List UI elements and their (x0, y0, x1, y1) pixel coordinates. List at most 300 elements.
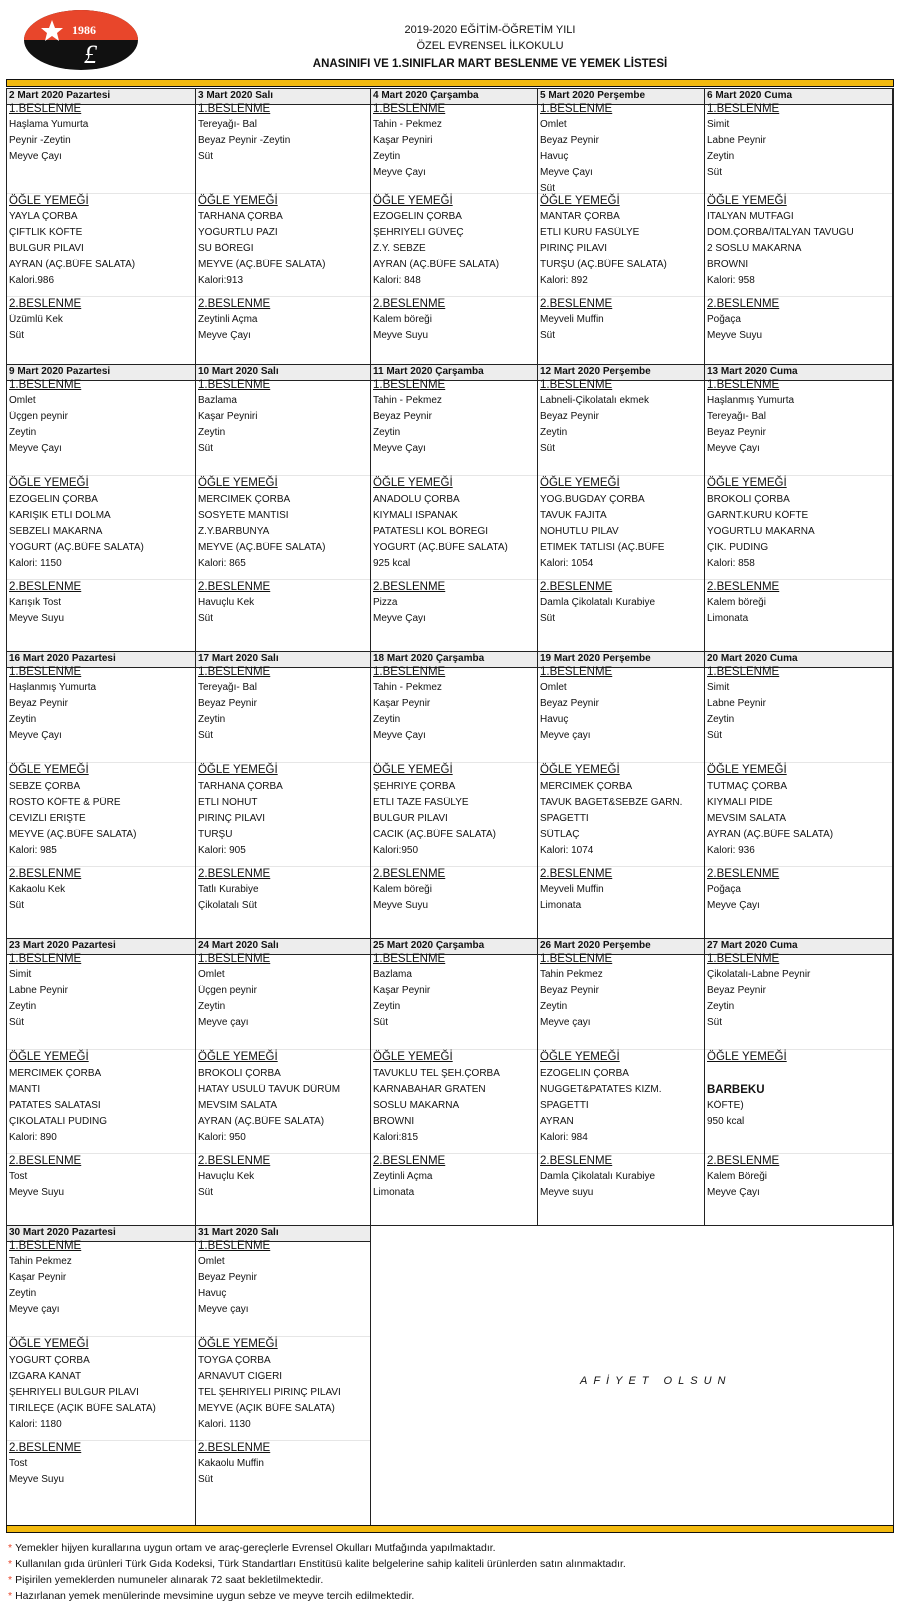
day-date: 19 Mart 2020 Perşembe (540, 653, 651, 664)
section-label-b1: 1.BESLENME (540, 379, 613, 391)
menu-item: Kalem böreği (373, 314, 432, 325)
menu-item: Kakaolu Kek (9, 884, 66, 895)
note-line (8, 1590, 888, 1606)
menu-item: Süt (707, 167, 723, 178)
menu-item: Zeytin (540, 1001, 568, 1012)
menu-item: Kalori: 936 (707, 845, 755, 856)
day-column (196, 1226, 371, 1526)
school-logo (22, 8, 140, 72)
section-divider (7, 475, 195, 476)
section-divider (196, 1336, 370, 1337)
section-divider (7, 1336, 195, 1337)
section-divider (705, 1153, 892, 1154)
menu-item: Zeytin (9, 714, 37, 725)
menu-table (6, 88, 894, 1525)
menu-item: MEVSİM SALATA (198, 1100, 278, 1111)
menu-item: ÇİK. PUDİNG (707, 542, 769, 553)
asterisk-icon: * (8, 1558, 13, 1570)
menu-item: BULGUR PİLAVI (373, 813, 448, 824)
menu-item: MEYVE (AÇ.BÜFE SALATA) (9, 829, 137, 840)
day-date: 16 Mart 2020 Pazartesi (9, 653, 116, 664)
section-label-ogle: ÖĞLE YEMEĞİ (707, 477, 787, 489)
menu-item: MEVSİM SALATA (707, 813, 787, 824)
menu-item: Beyaz Peynir -Zeytin (198, 135, 291, 146)
week-block (7, 364, 893, 652)
menu-item: Kakaolu Muffin (198, 1458, 264, 1469)
menu-item: ETLİ NOHUT (198, 797, 258, 808)
section-label-ogle: ÖĞLE YEMEĞİ (373, 195, 453, 207)
menu-item: Zeytin (707, 1001, 735, 1012)
section-divider (7, 1153, 195, 1154)
section-divider (196, 1440, 370, 1441)
menu-item: Kalori: 984 (540, 1132, 588, 1143)
menu-item: BROWNI (373, 1116, 415, 1127)
menu-item: Kaşar Peyniri (198, 411, 258, 422)
section-label-b1: 1.BESLENME (707, 666, 780, 678)
week-block (7, 651, 893, 939)
logo-emblem (22, 8, 140, 72)
section-label-b1: 1.BESLENME (9, 953, 82, 965)
menu-item: Süt (373, 1017, 389, 1028)
section-label-b1: 1.BESLENME (198, 103, 271, 115)
menu-item: ETLİ TAZE FASÜLYE (373, 797, 469, 808)
day-date: 31 Mart 2020 Salı (198, 1227, 279, 1238)
menu-item: Kaşar Peynir (373, 985, 431, 996)
menu-item: Meyve Çayı (198, 330, 251, 341)
note-line (8, 1558, 888, 1574)
section-divider (371, 579, 537, 580)
menu-item: Zeytin (9, 1288, 37, 1299)
menu-item: Tahin - Pekmez (373, 119, 442, 130)
menu-item: Meyve Suyu (9, 1187, 65, 1198)
section-divider (196, 475, 370, 476)
day-column (7, 89, 196, 365)
menu-item: Meyve Çayı (373, 167, 426, 178)
menu-item: Kaşar Peynir (373, 698, 431, 709)
day-column (538, 939, 705, 1226)
menu-item: Üzümlü Kek (9, 314, 63, 325)
section-divider (7, 1440, 195, 1441)
section-divider (538, 579, 704, 580)
menu-item: Tahin - Pekmez (373, 682, 442, 693)
section-label-b1: 1.BESLENME (540, 666, 613, 678)
section-divider (705, 193, 892, 194)
section-label-b1: 1.BESLENME (707, 379, 780, 391)
menu-item: SÜTLAÇ (540, 829, 580, 840)
day-column (705, 652, 893, 939)
top-yellow-bar (6, 79, 894, 87)
section-label-b2: 2.BESLENME (707, 298, 780, 310)
menu-item: Beyaz Peynir (198, 698, 257, 709)
section-label-b2: 2.BESLENME (707, 868, 780, 880)
menu-item: YOĞURT (AÇ.BÜFE SALATA) (9, 542, 144, 553)
menu-item: Süt (707, 730, 723, 741)
section-divider (705, 296, 892, 297)
section-label-b1: 1.BESLENME (9, 1240, 82, 1252)
day-date: 17 Mart 2020 Salı (198, 653, 279, 664)
section-label-b2: 2.BESLENME (373, 298, 446, 310)
menu-item: MEYVE (AÇ.BÜFE SALATA) (198, 259, 326, 270)
menu-item: SEBZE ÇORBA (9, 781, 81, 792)
section-label-b2: 2.BESLENME (373, 1155, 446, 1167)
menu-item: 950 kcal (707, 1116, 745, 1127)
note-text: Pişirilen yemeklerden numuneler alınarak 72 saat bekletilmektedir. (15, 1574, 324, 1586)
section-label-ogle: ÖĞLE YEMEĞİ (198, 1338, 278, 1350)
menu-item: ŞEHRİYE ÇORBA (373, 781, 456, 792)
day-date: 23 Mart 2020 Pazartesi (9, 940, 116, 951)
menu-item: Kalori: 892 (540, 275, 588, 286)
menu-item: TAVUK BAGET&SEBZE GARN. (540, 797, 683, 808)
menu-item: Peynir -Zeytin (9, 135, 71, 146)
menu-item: Meyve Çayı (707, 443, 760, 454)
day-date: 13 Mart 2020 Cuma (707, 366, 798, 377)
menu-item: Zeytin (198, 1001, 226, 1012)
section-label-ogle: ÖĞLE YEMEĞİ (198, 1051, 278, 1063)
day-column (705, 365, 893, 652)
section-label-b2: 2.BESLENME (540, 298, 613, 310)
menu-item: Havuçlu Kek (198, 1171, 255, 1182)
menu-item: Poğaça (707, 884, 741, 895)
menu-item: Süt (540, 330, 556, 341)
menu-item: ÇİKOLATALI PUDİNG (9, 1116, 107, 1127)
menu-item: Beyaz Peynir (540, 985, 599, 996)
menu-item: ROSTO KÖFTE & PÜRE (9, 797, 121, 808)
day-date: 11 Mart 2020 Çarşamba (373, 366, 484, 377)
menu-item: Meyve çayı (198, 1017, 249, 1028)
notes (8, 1542, 888, 1606)
section-label-b2: 2.BESLENME (198, 1442, 271, 1454)
day-column (705, 89, 893, 365)
menu-item: Kalori: 848 (373, 275, 421, 286)
menu-item: BROKOLİ ÇORBA (707, 494, 790, 505)
section-divider (196, 866, 370, 867)
menu-item: HATAY USULÜ TAVUK DÜRÜM (198, 1084, 341, 1095)
menu-item: Meyve Suyu (9, 613, 65, 624)
menu-item: Kalori: 1054 (540, 558, 594, 569)
menu-item: Meyve Suyu (373, 330, 429, 341)
afiyet-olsun: AFİYET OLSUN (580, 1375, 732, 1387)
section-label-b2: 2.BESLENME (198, 868, 271, 880)
menu-item: TOYGA ÇORBA (198, 1355, 271, 1366)
menu-item: Limonata (540, 900, 582, 911)
menu-item: MERCİMEK ÇORBA (9, 1068, 102, 1079)
section-divider (371, 866, 537, 867)
menu-item: Meyveli Muffin (540, 314, 604, 325)
menu-item: Meyveli Muffin (540, 884, 604, 895)
menu-item: KÖFTE) (707, 1100, 744, 1111)
section-divider (7, 866, 195, 867)
section-label-b2: 2.BESLENME (540, 868, 613, 880)
menu-item: Labne Peynir (9, 985, 68, 996)
section-divider (7, 579, 195, 580)
menu-item: Meyve çayı (198, 1304, 249, 1315)
menu-item: ŞEHRİYELİ GÜVEÇ (373, 227, 464, 238)
header-year: 2019-2020 EĞİTİM-ÖĞRETİM YILI (404, 24, 576, 36)
section-divider (371, 1049, 537, 1050)
menu-item: SPAGETTİ (540, 1100, 589, 1111)
section-label-b2: 2.BESLENME (540, 1155, 613, 1167)
menu-item: Meyve Suyu (373, 900, 429, 911)
menu-item: CEVİZLİ ERİŞTE (9, 813, 86, 824)
section-label-b2: 2.BESLENME (540, 581, 613, 593)
menu-item: Zeytinli Açma (373, 1171, 433, 1182)
menu-item: Damla Çikolatalı Kurabiye (540, 597, 656, 608)
section-label-ogle: ÖĞLE YEMEĞİ (198, 477, 278, 489)
menu-item: Kalori.986 (9, 275, 55, 286)
menu-item: Kalori. 1130 (198, 1419, 251, 1430)
menu-item: Kalem Böreği (707, 1171, 768, 1182)
menu-item: Meyve Çayı (9, 730, 62, 741)
day-column (705, 939, 893, 1226)
menu-item: PATATESLİ KOL BÖREĞİ (373, 526, 489, 537)
menu-item: Simit (9, 969, 32, 980)
section-divider (705, 579, 892, 580)
menu-item: Kaşar Peyniri (373, 135, 433, 146)
section-label-b2: 2.BESLENME (707, 581, 780, 593)
menu-item: Z.Y. SEBZE (373, 243, 426, 254)
menu-item: Limonata (373, 1187, 415, 1198)
note-line (8, 1542, 888, 1558)
menu-item: Üçgen peynir (9, 411, 68, 422)
menu-item: PATATES SALATASI (9, 1100, 101, 1111)
section-divider (371, 1153, 537, 1154)
menu-item: 2 SOSLU MAKARNA (707, 243, 802, 254)
menu-item: Poğaça (707, 314, 741, 325)
note-text: Yemekler hijyen kurallarına uygun ortam ve araç-gereçlerle Evrensel Okulları Mutfağında yapılmaktadır. (15, 1542, 496, 1554)
menu-item: GARNT.KURU KÖFTE (707, 510, 809, 521)
menu-item: Zeytin (540, 427, 568, 438)
menu-item: Beyaz Peynir (198, 1272, 257, 1283)
menu-item: AYRAN (AÇ.BÜFE SALATA) (707, 829, 834, 840)
menu-item: Kalori:815 (373, 1132, 419, 1143)
section-label-b2: 2.BESLENME (373, 581, 446, 593)
menu-item: Havuç (540, 151, 569, 162)
menu-item: YOĞURTLU MAKARNA (707, 526, 815, 537)
menu-item: AYRAN (540, 1116, 574, 1127)
day-column (538, 365, 705, 652)
menu-item: Süt (9, 1017, 25, 1028)
menu-item: YOĞURT (AÇ.BÜFE SALATA) (373, 542, 508, 553)
day-column (196, 89, 371, 365)
section-label-b2: 2.BESLENME (9, 298, 82, 310)
menu-item: Havuç (540, 714, 569, 725)
menu-item: SOSLU MAKARNA (373, 1100, 460, 1111)
section-label-b2: 2.BESLENME (198, 581, 271, 593)
menu-item: Meyve Çayı (9, 151, 62, 162)
menu-item: Meyve Suyu (9, 1474, 65, 1485)
section-label-b1: 1.BESLENME (373, 103, 446, 115)
menu-item: Tahin Pekmez (9, 1256, 72, 1267)
section-divider (7, 762, 195, 763)
menu-item: ARNAVUT CİĞERİ (198, 1371, 283, 1382)
menu-item: Süt (9, 900, 25, 911)
section-divider (705, 866, 892, 867)
menu-item: Bazlama (373, 969, 412, 980)
menu-item: Zeytin (373, 1001, 401, 1012)
day-date: 4 Mart 2020 Çarşamba (373, 90, 479, 101)
menu-item: BULGUR PİLAVI (9, 243, 84, 254)
menu-item: Tereyağı- Bal (198, 682, 257, 693)
section-divider (538, 1049, 704, 1050)
section-label-ogle: ÖĞLE YEMEĞİ (707, 764, 787, 776)
section-divider (705, 762, 892, 763)
asterisk-icon: * (8, 1542, 13, 1554)
section-label-b1: 1.BESLENME (9, 666, 82, 678)
menu-item: Limonata (707, 613, 749, 624)
menu-item: Kalori: 905 (198, 845, 246, 856)
menu-item: Omlet (9, 395, 36, 406)
menu-item: MERCİMEK ÇORBA (198, 494, 291, 505)
menu-item: BROWNİ (707, 259, 749, 270)
menu-item: BROKOLİ ÇORBA (198, 1068, 281, 1079)
menu-item: Kaşar Peynir (9, 1272, 67, 1283)
menu-item: Karışık Tost (9, 597, 62, 608)
menu-item: Çikolatalı-Labne Peynir (707, 969, 811, 980)
section-label-ogle: ÖĞLE YEMEĞİ (373, 764, 453, 776)
menu-item: Meyve Çayı (373, 443, 426, 454)
menu-item: Süt (540, 183, 556, 194)
menu-item: EZOGELİN ÇORBA (9, 494, 98, 505)
asterisk-icon: * (8, 1574, 13, 1586)
menu-item: EZOGELİN ÇORBA (373, 211, 462, 222)
section-label-b1: 1.BESLENME (198, 953, 271, 965)
logo-year: 1986 (72, 23, 96, 37)
menu-item: Beyaz Peynir (9, 698, 68, 709)
menu-item: Tereyağı- Bal (198, 119, 257, 130)
menu-item: AYRAN (AÇ.BÜFE SALATA) (198, 1116, 325, 1127)
menu-item: NOHUTLU PİLAV (540, 526, 619, 537)
section-label-ogle: ÖĞLE YEMEĞİ (540, 195, 620, 207)
menu-item: Tatlı Kurabiye (198, 884, 259, 895)
menu-item: Bazlama (198, 395, 237, 406)
section-label-ogle: ÖĞLE YEMEĞİ (9, 1338, 89, 1350)
day-date: 5 Mart 2020 Perşembe (540, 90, 646, 101)
menu-item: MANTI (9, 1084, 41, 1095)
menu-item: Zeytin (707, 151, 735, 162)
section-divider (371, 296, 537, 297)
menu-item: MERCİMEK ÇORBA (540, 781, 633, 792)
section-divider (538, 475, 704, 476)
menu-item: CACIK (AÇ.BÜFE SALATA) (373, 829, 496, 840)
menu-item: Zeytin (707, 714, 735, 725)
menu-item: TİRİLEÇE (AÇIK BÜFE SALATA) (9, 1403, 156, 1414)
menu-item: Meyve Suyu (707, 330, 763, 341)
menu-item: Beyaz Peynir (707, 985, 766, 996)
menu-item: Havuçlu Kek (198, 597, 255, 608)
menu-item: Kalori:950 (373, 845, 419, 856)
day-date: 10 Mart 2020 Salı (198, 366, 279, 377)
menu-item: MEYVE (AÇ.BÜFE SALATA) (198, 542, 326, 553)
menu-item: TEL ŞEHRİYELİ PİRİNÇ PİLAVI (198, 1387, 341, 1398)
menu-item: Beyaz Peynir (373, 411, 432, 422)
menu-item: Havuç (198, 1288, 227, 1299)
section-label-b1: 1.BESLENME (707, 953, 780, 965)
day-date: 27 Mart 2020 Cuma (707, 940, 798, 951)
menu-item: Kalori: 1074 (540, 845, 594, 856)
section-divider (705, 1049, 892, 1050)
menu-item: Meyve çayı (9, 1304, 60, 1315)
menu-item: Simit (707, 682, 730, 693)
menu-item: İTALYAN MUTFAĞI (707, 211, 794, 222)
menu-item: Süt (540, 613, 556, 624)
section-label-b1: 1.BESLENME (198, 666, 271, 678)
menu-item: Kalori: 890 (9, 1132, 57, 1143)
menu-item: Damla Çikolatalı Kurabiye (540, 1171, 656, 1182)
section-divider (7, 296, 195, 297)
menu-item: TAVUKLU TEL ŞEH.ÇORBA (373, 1068, 500, 1079)
menu-item: TURŞU (AÇ.BÜFE SALATA) (540, 259, 667, 270)
menu-item: Beyaz Peynir (540, 411, 599, 422)
day-column (7, 1226, 196, 1526)
menu-item: BARBEKÜ (707, 1084, 765, 1096)
menu-item: TAVUK FAJİTA (540, 510, 607, 521)
section-label-b1: 1.BESLENME (198, 1240, 271, 1252)
menu-item: Meyve Çayı (540, 167, 593, 178)
section-label-b2: 2.BESLENME (9, 581, 82, 593)
day-date: 25 Mart 2020 Çarşamba (373, 940, 485, 951)
menu-item: Z.Y.BARBUNYA (198, 526, 270, 537)
menu-item: EZOGELİN ÇORBA (540, 1068, 629, 1079)
menu-item: KIYMALI ISPANAK (373, 510, 458, 521)
menu-item: TUTMAÇ ÇORBA (707, 781, 787, 792)
menu-item: IZGARA KANAT (9, 1371, 82, 1382)
menu-item: Süt (198, 1474, 214, 1485)
menu-item: Zeytin (373, 427, 401, 438)
menu-item: Zeytin (373, 714, 401, 725)
page-title: ANASINIFI VE 1.SINIFLAR MART BESLENME VE YEMEK LİSTESİ (312, 58, 668, 70)
day-date: 2 Mart 2020 Pazartesi (9, 90, 111, 101)
day-column (371, 365, 538, 652)
menu-item: ETİMEK TATLISI (AÇ.BÜFE (540, 542, 665, 553)
section-label-b1: 1.BESLENME (373, 666, 446, 678)
section-divider (538, 866, 704, 867)
menu-item: Zeytin (373, 151, 401, 162)
menu-item: Süt (198, 613, 214, 624)
menu-item: Meyve Çayı (707, 1187, 760, 1198)
menu-item: SOSYETE MANTISI (198, 510, 289, 521)
day-date: 30 Mart 2020 Pazartesi (9, 1227, 116, 1238)
menu-item: DOM.ÇORBA/İTALYAN TAVUĞU (707, 227, 854, 238)
section-label-b2: 2.BESLENME (373, 868, 446, 880)
menu-item: Simit (707, 119, 730, 130)
section-label-ogle: ÖĞLE YEMEĞİ (9, 477, 89, 489)
menu-item: Omlet (540, 682, 567, 693)
section-divider (196, 193, 370, 194)
section-label-b2: 2.BESLENME (9, 1155, 82, 1167)
menu-item: Tahin - Pekmez (373, 395, 442, 406)
section-label-b1: 1.BESLENME (540, 103, 613, 115)
menu-item: Omlet (198, 1256, 225, 1267)
day-date: 6 Mart 2020 Cuma (707, 90, 793, 101)
day-column (196, 365, 371, 652)
section-label-ogle: ÖĞLE YEMEĞİ (9, 1051, 89, 1063)
menu-item: SPAGETTİ (540, 813, 589, 824)
menu-item: ŞEHRİYELİ BULGUR PİLAVI (9, 1387, 139, 1398)
menu-item: Labneli-Çikolatalı ekmek (540, 395, 649, 406)
menu-item: ÇİFTLİK KÖFTE (9, 227, 83, 238)
menu-item: Süt (707, 1017, 723, 1028)
menu-item: SU BÖREĞİ (198, 243, 254, 254)
section-divider (371, 762, 537, 763)
menu-item: Haşlanmış Yumurta (707, 395, 795, 406)
menu-item: Süt (198, 443, 214, 454)
menu-item: Beyaz Peynir (540, 135, 599, 146)
menu-item: Kalem böreği (707, 597, 766, 608)
section-divider (538, 762, 704, 763)
menu-item: Kalori: 865 (198, 558, 246, 569)
menu-item: Zeytin (198, 714, 226, 725)
menu-item: NUGGET&PATATES KIZM. (540, 1084, 662, 1095)
